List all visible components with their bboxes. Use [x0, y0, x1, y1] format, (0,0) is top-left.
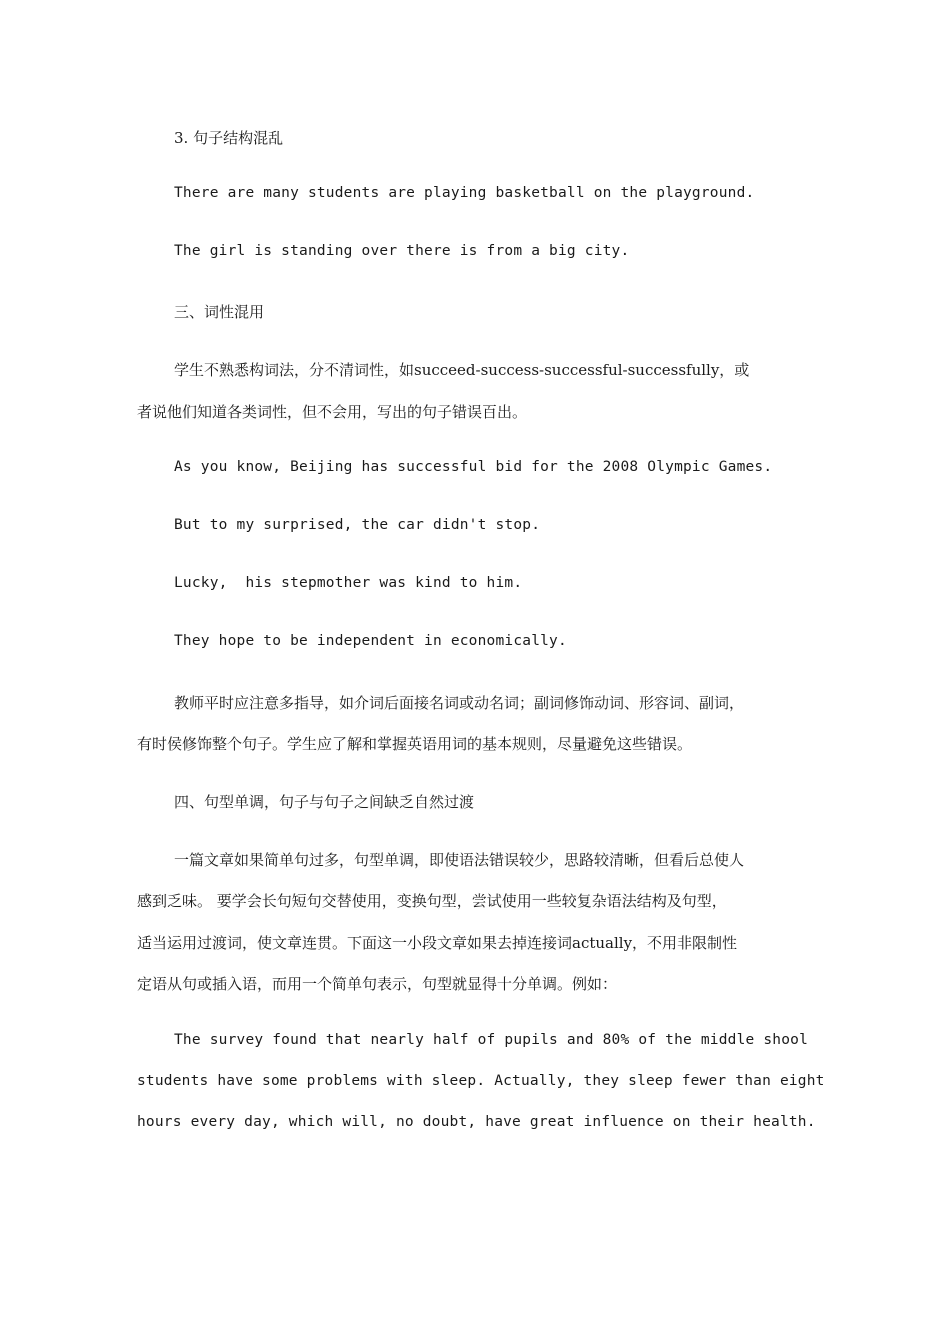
- example-sentence: Lucky, his stepmother was kind to him.: [174, 575, 523, 591]
- example-sentence: They hope to be independent in economically.: [174, 633, 567, 649]
- survey-line: The survey found that nearly half of pupils and 80% of the middle shool: [174, 1032, 809, 1048]
- paragraph-line: 学生不熟悉构词法，分不清词性，如succeed-success-successful-successfully，或: [174, 361, 750, 379]
- paragraph-line: 感到乏味。 要学会长句短句交替使用，变换句型，尝试使用一些较复杂语法结构及句型，: [137, 892, 727, 910]
- paragraph-line: 定语从句或插入语，而用一个简单句表示，句型就显得十分单调。例如：: [137, 975, 618, 993]
- heading-3: 3. 句子结构混乱: [174, 129, 284, 147]
- paragraph-line: 适当运用过渡词，使文章连贯。下面这一小段文章如果去掉连接词actually，不用非限制性: [137, 934, 738, 952]
- paragraph-line: 教师平时应注意多指导，如介词后面接名词或动名词；副词修饰动词、形容词、副词，: [174, 694, 745, 712]
- paragraph-line: 者说他们知道各类词性，但不会用，写出的句子错误百出。: [137, 403, 528, 421]
- example-sentence: There are many students are playing basketball on the playground.: [174, 185, 755, 201]
- paragraph-line: 一篇文章如果简单句过多，句型单调，即使语法错误较少，思路较清晰，但看后总使人: [174, 851, 745, 869]
- example-sentence: The girl is standing over there is from a big city.: [174, 243, 630, 259]
- example-sentence: But to my surprised, the car didn't stop.: [174, 517, 541, 533]
- example-sentence: As you know, Beijing has successful bid for the 2008 Olympic Games.: [174, 459, 773, 475]
- section-title: 四、句型单调，句子与句子之间缺乏自然过渡: [174, 793, 475, 811]
- paragraph-line: 有时侯修饰整个句子。学生应了解和掌握英语用词的基本规则，尽量避免这些错误。: [137, 735, 693, 753]
- survey-line: students have some problems with sleep. Actually, they sleep fewer than eight: [137, 1073, 825, 1089]
- survey-line: hours every day, which will, no doubt, have great influence on their health.: [137, 1114, 816, 1130]
- section-title: 三、词性混用: [174, 303, 265, 321]
